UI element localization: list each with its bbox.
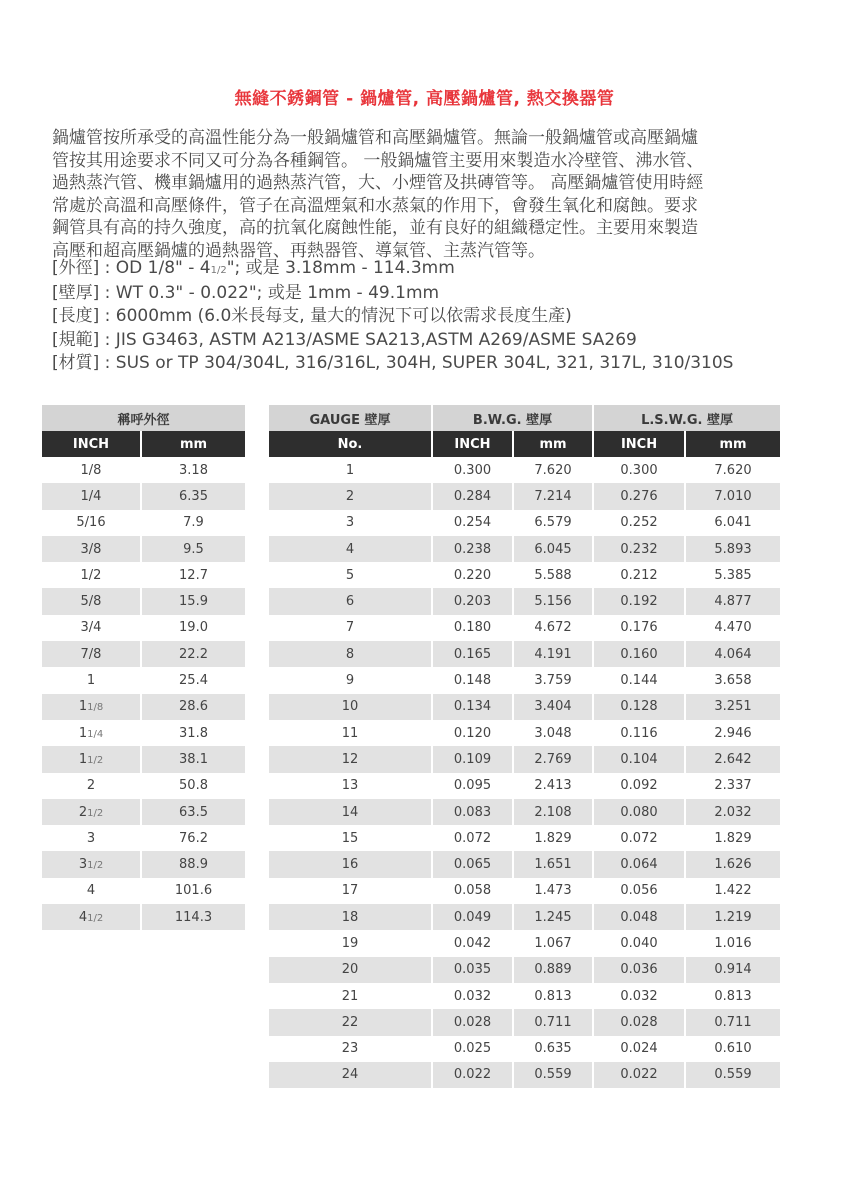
- inch-value: 5/16: [76, 515, 106, 531]
- od-mm-cell: 6.35: [142, 483, 245, 509]
- od-mm-cell: 22.2: [142, 641, 245, 667]
- gauge-no-cell: 22: [269, 1009, 433, 1035]
- paragraph-line: 管按其用途要求不同又可分為各種鋼管。 一般鍋爐管主要用來製造水冷壁管、沸水管、: [52, 150, 704, 171]
- od-mm-cell: 38.1: [142, 746, 245, 772]
- spec-value: : OD 1/8" - 4: [99, 258, 211, 278]
- table-row: [269, 641, 780, 667]
- inch-value: 1/2: [80, 567, 102, 583]
- lswg-group-header: L.S.W.G. 壁厚: [594, 405, 780, 431]
- table-row: [42, 720, 245, 746]
- table-row: [269, 588, 780, 614]
- od-inch-cell: [42, 904, 142, 930]
- spec-value: : JIS G3463, ASTM A213/ASME SA213,ASTM A269/ASME SA269: [99, 329, 637, 350]
- lswg-mm-cell: 1.016: [686, 930, 780, 956]
- od-table-body: [42, 457, 245, 930]
- spec-label: [壁厚]: [52, 283, 100, 304]
- bwg-col-inch: INCH: [433, 431, 514, 457]
- lswg-inch-cell: 0.056: [594, 878, 686, 904]
- od-inch-cell: [42, 667, 142, 693]
- spec-value: : SUS or TP 304/304L, 316/316L, 304H, SUPER 304L, 321, 317L, 310/310S: [99, 352, 734, 373]
- table-row: [269, 510, 780, 536]
- gauge-no-cell: 17: [269, 878, 433, 904]
- bwg-inch-cell: 0.120: [433, 720, 514, 746]
- bwg-inch-cell: 0.300: [433, 457, 514, 483]
- bwg-inch-cell: 0.238: [433, 536, 514, 562]
- od-mm-cell: 25.4: [142, 667, 245, 693]
- lswg-mm-cell: 3.658: [686, 667, 780, 693]
- od-col-mm: mm: [142, 431, 245, 457]
- lswg-mm-cell: 2.946: [686, 720, 780, 746]
- bwg-inch-cell: 0.220: [433, 562, 514, 588]
- od-inch-cell: [42, 562, 142, 588]
- bwg-mm-cell: 5.588: [514, 562, 594, 588]
- gauge-table-body: [269, 457, 780, 1088]
- inch-value: 2: [78, 804, 88, 820]
- bwg-inch-cell: 0.028: [433, 1009, 514, 1035]
- table-row: [42, 746, 245, 772]
- bwg-inch-cell: 0.058: [433, 878, 514, 904]
- bwg-mm-cell: 2.413: [514, 773, 594, 799]
- page-title: 無縫不銹鋼管 - 鍋爐管, 高壓鍋爐管, 熱交換器管: [234, 89, 615, 109]
- od-size-table: [42, 405, 245, 930]
- bwg-mm-cell: 3.404: [514, 694, 594, 720]
- gauge-no-cell: 19: [269, 930, 433, 956]
- spec-material: [52, 352, 812, 375]
- inch-value: 2: [86, 778, 96, 794]
- inch-value: 1: [86, 673, 96, 689]
- table-row: [42, 694, 245, 720]
- lswg-inch-cell: 0.028: [594, 1009, 686, 1035]
- od-mm-cell: 114.3: [142, 904, 245, 930]
- lswg-inch-cell: 0.080: [594, 799, 686, 825]
- lswg-inch-cell: 0.252: [594, 510, 686, 536]
- gauge-no-cell: 2: [269, 483, 433, 509]
- od-inch-cell: [42, 720, 142, 746]
- inch-value: 3: [78, 857, 88, 873]
- spec-label: [長度]: [52, 306, 100, 327]
- od-inch-cell: [42, 536, 142, 562]
- od-mm-cell: 28.6: [142, 694, 245, 720]
- lswg-inch-cell: 0.300: [594, 457, 686, 483]
- od-inch-cell: [42, 588, 142, 614]
- table-row: [42, 799, 245, 825]
- paragraph-line: 高壓和超高壓鍋爐的過熱器管、再熱器管、導氣管、主蒸汽管等。: [52, 240, 545, 261]
- bwg-inch-cell: 0.148: [433, 667, 514, 693]
- gauge-no-cell: 11: [269, 720, 433, 746]
- table-row: [269, 667, 780, 693]
- spec-length: [52, 305, 812, 328]
- spec-label: [材質]: [52, 352, 100, 373]
- gauge-no-cell: 7: [269, 615, 433, 641]
- od-inch-cell: [42, 799, 142, 825]
- bwg-inch-cell: 0.109: [433, 746, 514, 772]
- paragraph-line: 鋼管具有高的持久強度，高的抗氧化腐蝕性能，並有良好的組織穩定性。主要用來製造: [52, 218, 698, 239]
- table-row: [269, 483, 780, 509]
- gauge-col-no: No.: [269, 431, 433, 457]
- table-row: [269, 851, 780, 877]
- inch-value: 1: [78, 699, 88, 715]
- bwg-inch-cell: 0.025: [433, 1036, 514, 1062]
- gauge-no-cell: 20: [269, 957, 433, 983]
- lswg-mm-cell: 5.893: [686, 536, 780, 562]
- gauge-no-cell: 10: [269, 694, 433, 720]
- gauge-no-cell: 21: [269, 983, 433, 1009]
- bwg-col-mm: mm: [514, 431, 594, 457]
- od-mm-cell: 76.2: [142, 825, 245, 851]
- table-row: [269, 1009, 780, 1035]
- bwg-mm-cell: 1.245: [514, 904, 594, 930]
- inch-value: 1/8: [80, 462, 102, 478]
- table-row: [42, 483, 245, 509]
- inch-value: 7/8: [80, 646, 102, 662]
- bwg-inch-cell: 0.284: [433, 483, 514, 509]
- lswg-col-inch: INCH: [594, 431, 686, 457]
- od-inch-cell: [42, 773, 142, 799]
- lswg-mm-cell: 5.385: [686, 562, 780, 588]
- lswg-inch-cell: 0.024: [594, 1036, 686, 1062]
- od-mm-cell: 19.0: [142, 615, 245, 641]
- description-paragraph: [52, 127, 812, 263]
- od-mm-cell: 88.9: [142, 851, 245, 877]
- od-mm-cell: 7.9: [142, 510, 245, 536]
- od-inch-cell: [42, 510, 142, 536]
- bwg-mm-cell: 2.769: [514, 746, 594, 772]
- lswg-mm-cell: 0.559: [686, 1062, 780, 1088]
- table-row: [269, 536, 780, 562]
- lswg-inch-cell: 0.048: [594, 904, 686, 930]
- inch-value: 1: [78, 751, 88, 767]
- table-row: [269, 615, 780, 641]
- inch-fraction: 1/4: [87, 728, 104, 740]
- table-row: [269, 562, 780, 588]
- table-row: [269, 799, 780, 825]
- od-mm-cell: 31.8: [142, 720, 245, 746]
- bwg-inch-cell: 0.072: [433, 825, 514, 851]
- spec-od: [52, 257, 812, 282]
- table-row: [269, 694, 780, 720]
- spec-label: [規範]: [52, 329, 100, 350]
- od-mm-cell: 9.5: [142, 536, 245, 562]
- lswg-inch-cell: 0.092: [594, 773, 686, 799]
- inch-value: 5/8: [80, 594, 102, 610]
- gauge-no-cell: 4: [269, 536, 433, 562]
- lswg-inch-cell: 0.232: [594, 536, 686, 562]
- bwg-inch-cell: 0.032: [433, 983, 514, 1009]
- table-row: [269, 773, 780, 799]
- lswg-inch-cell: 0.064: [594, 851, 686, 877]
- table-row: [42, 457, 245, 483]
- bwg-inch-cell: 0.165: [433, 641, 514, 667]
- lswg-inch-cell: 0.104: [594, 746, 686, 772]
- lswg-inch-cell: 0.022: [594, 1062, 686, 1088]
- lswg-mm-cell: 7.620: [686, 457, 780, 483]
- bwg-mm-cell: 1.651: [514, 851, 594, 877]
- lswg-mm-cell: 6.041: [686, 510, 780, 536]
- table-row: [269, 983, 780, 1009]
- paragraph-line: 常處於高溫和高壓條件，管子在高溫煙氣和水蒸氣的作用下，會發生氧化和腐蝕。要求: [52, 195, 698, 216]
- table-row: [42, 878, 245, 904]
- lswg-mm-cell: 4.470: [686, 615, 780, 641]
- od-inch-cell: [42, 825, 142, 851]
- table-row: [269, 904, 780, 930]
- gauge-no-cell: 18: [269, 904, 433, 930]
- spec-wt: [52, 282, 812, 305]
- gauge-no-cell: 5: [269, 562, 433, 588]
- lswg-mm-cell: 1.422: [686, 878, 780, 904]
- bwg-mm-cell: 2.108: [514, 799, 594, 825]
- bwg-inch-cell: 0.134: [433, 694, 514, 720]
- lswg-inch-cell: 0.036: [594, 957, 686, 983]
- spec-value: "; 或是 3.18mm - 114.3mm: [226, 258, 455, 278]
- table-row: [42, 851, 245, 877]
- table-row: [42, 904, 245, 930]
- table-row: [42, 615, 245, 641]
- lswg-inch-cell: 0.072: [594, 825, 686, 851]
- inch-value: 4: [78, 909, 88, 925]
- od-mm-cell: 15.9: [142, 588, 245, 614]
- spec-standard: [52, 329, 812, 352]
- bwg-inch-cell: 0.254: [433, 510, 514, 536]
- table-row: [42, 562, 245, 588]
- inch-fraction: 1/2: [87, 860, 104, 872]
- gauge-no-cell: 6: [269, 588, 433, 614]
- lswg-mm-cell: 4.877: [686, 588, 780, 614]
- od-mm-cell: 12.7: [142, 562, 245, 588]
- lswg-mm-cell: 0.914: [686, 957, 780, 983]
- inch-value: 3/8: [80, 541, 102, 557]
- inch-value: 3: [86, 830, 96, 846]
- bwg-mm-cell: 0.889: [514, 957, 594, 983]
- od-mm-cell: 3.18: [142, 457, 245, 483]
- lswg-inch-cell: 0.160: [594, 641, 686, 667]
- inch-fraction: 1/2: [87, 807, 104, 819]
- table-row: [269, 825, 780, 851]
- bwg-inch-cell: 0.180: [433, 615, 514, 641]
- bwg-mm-cell: 0.711: [514, 1009, 594, 1035]
- bwg-inch-cell: 0.203: [433, 588, 514, 614]
- od-group-header: 稱呼外徑: [42, 405, 245, 431]
- lswg-mm-cell: 1.626: [686, 851, 780, 877]
- spec-value: : 6000mm (6.0米長每支, 量大的情況下可以依需求長度生產): [99, 306, 572, 327]
- gauge-no-cell: 1: [269, 457, 433, 483]
- od-mm-cell: 101.6: [142, 878, 245, 904]
- bwg-inch-cell: 0.083: [433, 799, 514, 825]
- lswg-mm-cell: 1.219: [686, 904, 780, 930]
- inch-value: 1/4: [80, 488, 102, 504]
- spec-fraction: 1/2: [210, 265, 227, 276]
- lswg-inch-cell: 0.032: [594, 983, 686, 1009]
- bwg-inch-cell: 0.042: [433, 930, 514, 956]
- paragraph-line: 過熱蒸汽管、機車鍋爐用的過熱蒸汽管，大、小煙管及拱磚管等。 高壓鍋爐管使用時經: [52, 173, 704, 194]
- od-mm-cell: 50.8: [142, 773, 245, 799]
- table-row: [269, 957, 780, 983]
- lswg-inch-cell: 0.128: [594, 694, 686, 720]
- gauge-no-cell: 13: [269, 773, 433, 799]
- bwg-mm-cell: 7.214: [514, 483, 594, 509]
- od-inch-cell: [42, 851, 142, 877]
- gauge-no-cell: 3: [269, 510, 433, 536]
- bwg-mm-cell: 5.156: [514, 588, 594, 614]
- lswg-mm-cell: 0.711: [686, 1009, 780, 1035]
- bwg-mm-cell: 1.829: [514, 825, 594, 851]
- bwg-mm-cell: 3.048: [514, 720, 594, 746]
- lswg-inch-cell: 0.192: [594, 588, 686, 614]
- gauge-group-header: GAUGE 壁厚: [269, 405, 433, 431]
- table-row: [269, 878, 780, 904]
- gauge-no-cell: 24: [269, 1062, 433, 1088]
- gauge-no-cell: 16: [269, 851, 433, 877]
- bwg-inch-cell: 0.065: [433, 851, 514, 877]
- bwg-inch-cell: 0.035: [433, 957, 514, 983]
- lswg-inch-cell: 0.144: [594, 667, 686, 693]
- lswg-mm-cell: 2.642: [686, 746, 780, 772]
- gauge-no-cell: 23: [269, 1036, 433, 1062]
- spec-label: [外徑]: [52, 258, 100, 278]
- table-row: [42, 773, 245, 799]
- inch-fraction: 1/2: [87, 912, 104, 924]
- bwg-mm-cell: 1.473: [514, 878, 594, 904]
- spec-list: [52, 257, 812, 375]
- bwg-mm-cell: 3.759: [514, 667, 594, 693]
- od-inch-cell: [42, 641, 142, 667]
- lswg-mm-cell: 7.010: [686, 483, 780, 509]
- gauge-no-cell: 9: [269, 667, 433, 693]
- od-inch-cell: [42, 694, 142, 720]
- bwg-mm-cell: 0.635: [514, 1036, 594, 1062]
- bwg-mm-cell: 7.620: [514, 457, 594, 483]
- bwg-group-header: B.W.G. 壁厚: [433, 405, 594, 431]
- lswg-mm-cell: 2.032: [686, 799, 780, 825]
- inch-value: 3/4: [80, 620, 102, 636]
- od-inch-cell: [42, 457, 142, 483]
- table-row: [42, 825, 245, 851]
- lswg-mm-cell: 0.610: [686, 1036, 780, 1062]
- table-row: [42, 588, 245, 614]
- table-row: [269, 1036, 780, 1062]
- od-col-inch: INCH: [42, 431, 142, 457]
- bwg-inch-cell: 0.095: [433, 773, 514, 799]
- inch-value: 4: [86, 883, 96, 899]
- lswg-mm-cell: 1.829: [686, 825, 780, 851]
- table-row: [269, 720, 780, 746]
- bwg-mm-cell: 6.579: [514, 510, 594, 536]
- lswg-mm-cell: 2.337: [686, 773, 780, 799]
- bwg-inch-cell: 0.022: [433, 1062, 514, 1088]
- od-mm-cell: 63.5: [142, 799, 245, 825]
- bwg-mm-cell: 1.067: [514, 930, 594, 956]
- gauge-thickness-table: [269, 405, 780, 1088]
- bwg-mm-cell: 6.045: [514, 536, 594, 562]
- od-inch-cell: [42, 615, 142, 641]
- table-row: [42, 536, 245, 562]
- lswg-col-mm: mm: [686, 431, 780, 457]
- od-inch-cell: [42, 483, 142, 509]
- table-row: [42, 510, 245, 536]
- gauge-no-cell: 14: [269, 799, 433, 825]
- gauge-no-cell: 8: [269, 641, 433, 667]
- lswg-inch-cell: 0.040: [594, 930, 686, 956]
- inch-fraction: 1/2: [87, 754, 104, 766]
- inch-value: 1: [78, 725, 88, 741]
- paragraph-line: 鍋爐管按所承受的高溫性能分為一般鍋爐管和高壓鍋爐管。無論一般鍋爐管或高壓鍋爐: [52, 128, 698, 148]
- lswg-inch-cell: 0.276: [594, 483, 686, 509]
- lswg-inch-cell: 0.176: [594, 615, 686, 641]
- bwg-mm-cell: 4.191: [514, 641, 594, 667]
- table-row: [269, 930, 780, 956]
- table-row: [42, 641, 245, 667]
- inch-fraction: 1/8: [87, 702, 104, 714]
- bwg-mm-cell: 4.672: [514, 615, 594, 641]
- bwg-inch-cell: 0.049: [433, 904, 514, 930]
- gauge-no-cell: 12: [269, 746, 433, 772]
- od-inch-cell: [42, 746, 142, 772]
- spec-value: : WT 0.3" - 0.022"; 或是 1mm - 49.1mm: [99, 283, 440, 304]
- od-inch-cell: [42, 878, 142, 904]
- table-row: [269, 1062, 780, 1088]
- gauge-no-cell: 15: [269, 825, 433, 851]
- table-row: [42, 667, 245, 693]
- lswg-mm-cell: 3.251: [686, 694, 780, 720]
- bwg-mm-cell: 0.559: [514, 1062, 594, 1088]
- table-row: [269, 457, 780, 483]
- table-row: [269, 746, 780, 772]
- lswg-inch-cell: 0.116: [594, 720, 686, 746]
- lswg-mm-cell: 0.813: [686, 983, 780, 1009]
- bwg-mm-cell: 0.813: [514, 983, 594, 1009]
- lswg-mm-cell: 4.064: [686, 641, 780, 667]
- lswg-inch-cell: 0.212: [594, 562, 686, 588]
